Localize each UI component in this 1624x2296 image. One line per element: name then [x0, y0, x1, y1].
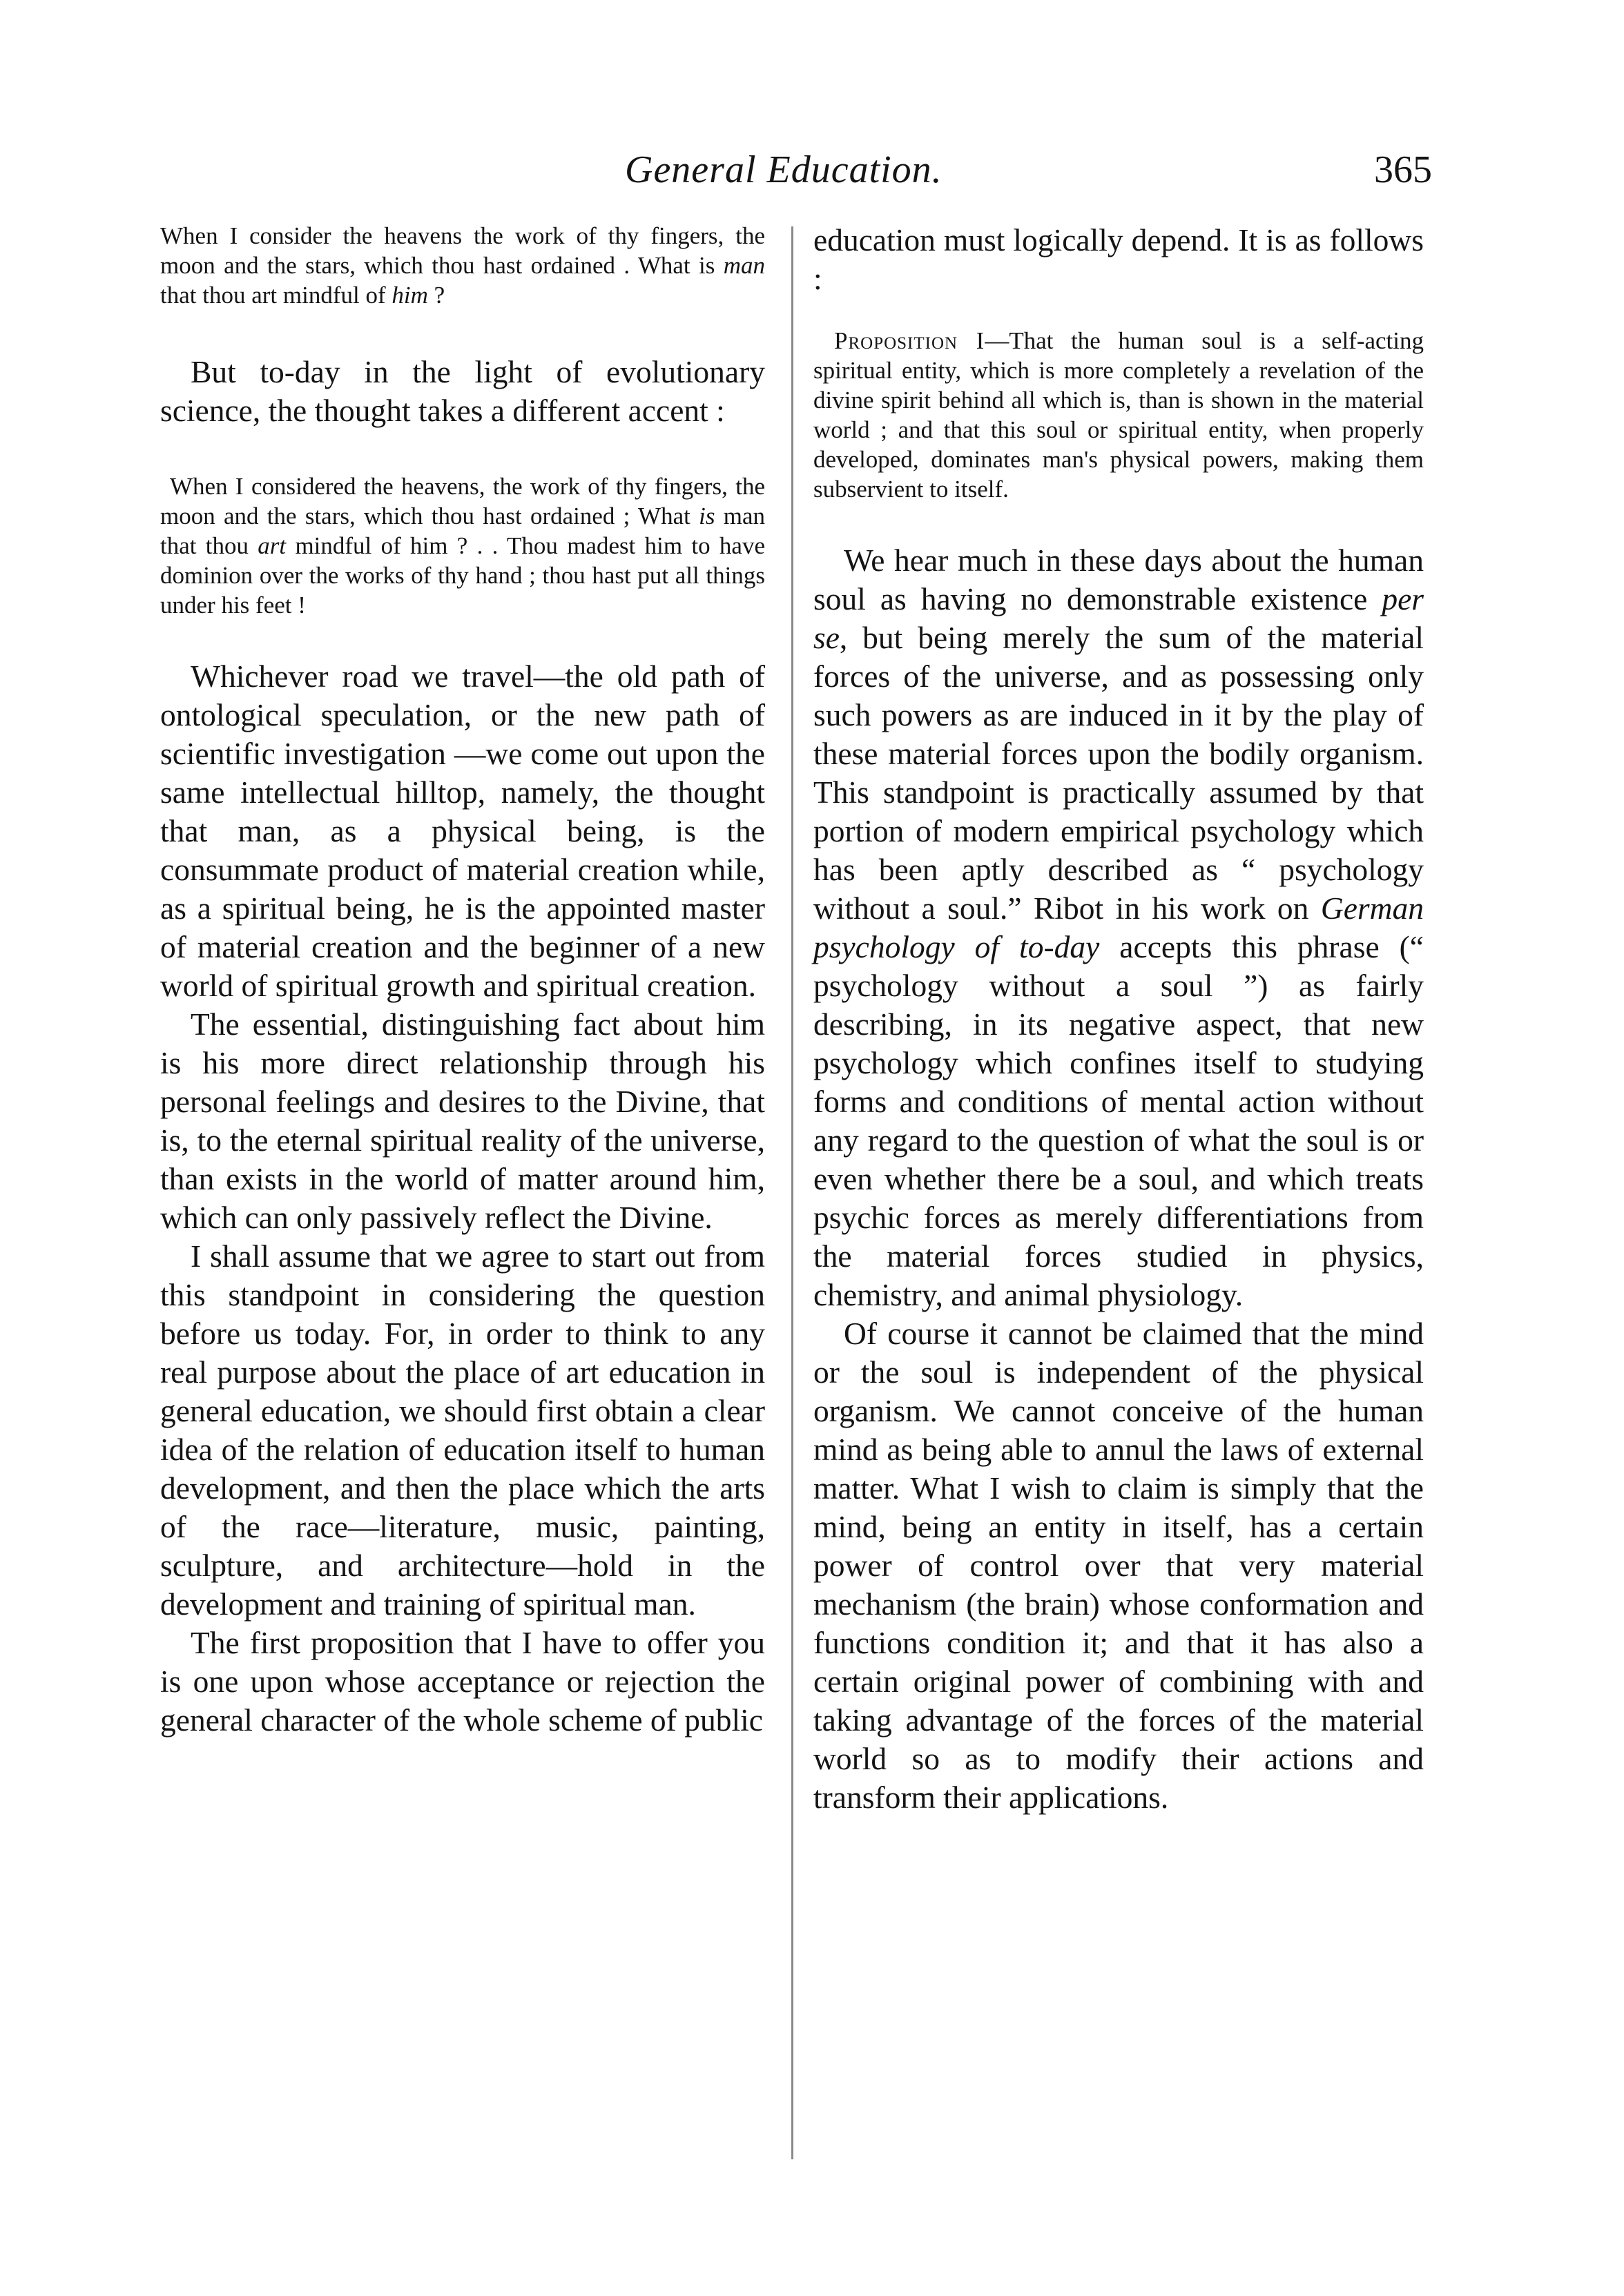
- paragraph-text: accepts this phrase (“ psychology without a soul ”) as fairly describing, in its negative aspect, that new psychology which confines itself to studying forms and conditions of mental action without any regard to the question of what the soul is or even whether there be a soul, and which treats psychic forces as merely differentiations from the material forces studied in physics, chemistry, and animal physiology.: [813, 929, 1424, 1312]
- paragraph-text: We hear much in these days about the human soul as having no demonstrable existence: [813, 543, 1424, 616]
- book-title: German psychology of to-day: [813, 891, 1424, 964]
- quote-text: When I considered the heavens, the work of thy fingers, the moon and the stars, which thou hast ordained ; What: [160, 473, 765, 529]
- column-divider: [791, 226, 793, 2159]
- proposition-text: —That the human soul is a self-acting spiritual entity, which is more completely a revelation of the divine spirit behind all which is, than is shown in the material world ; and that this soul or spiritual entity, when properly developed, dominates man's physical powers, making them subservient to itself.: [813, 327, 1424, 503]
- quote-text: that thou art mindful of: [160, 282, 392, 309]
- quote-text: When I consider the heavens the work of thy fingers, the moon and the stars, which thou hast ordained . What is: [160, 222, 765, 279]
- quote-emphasis: is: [699, 503, 715, 529]
- paragraph: I shall assume that we agree to start out from this standpoint in considering the question before us today. For, in order to think to any real purpose about the place of art education in general education, we should first obtain a clear idea of the relation of education itself to human development, and then the place which the arts of the race—literature, music, painting, sculpture, and architecture—hold in the development and training of spiritual man.: [160, 1238, 765, 1622]
- quote-emphasis: him: [392, 282, 428, 309]
- paragraph: Of course it cannot be claimed that the mind or the soul is independent of the physical organism. We cannot conceive of the human mind as being able to annul the laws of external matter. What I wish to claim is simply that the mind, being an entity in itself, has a certain power of control over that very material mechanism (the brain) whose conformation and functions condition it; and that it has also a certain original power of combining with and taking advantage of the forces of the material world so as to modify their actions and transform their applications.: [813, 1316, 1424, 1815]
- paragraph: The first proposition that I have to offer you is one upon whose acceptance or rejection the general character of the whole scheme of public: [160, 1625, 765, 1738]
- scripture-quote-2: [160, 471, 765, 620]
- page-number: 365: [1374, 148, 1432, 191]
- left-column: [160, 221, 765, 1740]
- paragraph-text: , but being merely the sum of the material forces of the universe, and as possessing only such powers as are induced in it by the play of these material forces upon the bodily organism. This standpoint is practically assumed by that portion of modern empirical psychology which has been aptly described as “ psychology without a soul.” Ribot in his work on: [813, 620, 1424, 926]
- paragraph: education must logically depend. It is as follows :: [813, 222, 1424, 296]
- running-title: General Education.: [625, 148, 942, 191]
- proposition-heading: Proposition I: [834, 327, 985, 354]
- quote-emphasis: art: [258, 532, 287, 559]
- quote-text: ?: [427, 282, 445, 309]
- paragraph: [813, 541, 1424, 1314]
- right-column: [813, 221, 1424, 1817]
- paragraph: But to-day in the light of evolutionary science, the thought takes a different accent :: [160, 354, 765, 428]
- scripture-quote-1: [160, 221, 765, 310]
- running-head: [0, 148, 1624, 196]
- proposition: [813, 326, 1424, 504]
- paragraph: Whichever road we travel—the old path of ontological speculation, or the new path of scientific investigation —we come out upon the same intellectual hilltop, namely, the thought that man, as a physical being, is the consummate product of material creation while, as a spiritual being, he is the appointed master of material creation and the beginner of a new world of spiritual growth and spiritual creation.: [160, 659, 765, 1003]
- quote-emphasis: man: [723, 252, 765, 279]
- paragraph: The essential, distinguishing fact about him is his more direct relationship through his personal feelings and desires to the Divine, that is, to the eternal spiritual reality of the universe, than exists in the world of matter around him, which can only passively reflect the Divine.: [160, 1006, 765, 1235]
- paragraph-emphasis: per se: [813, 581, 1424, 655]
- quote-text: man that thou: [160, 503, 765, 559]
- quote-text: mindful of him ? . . Thou madest him to have dominion over the works of thy hand ; thou hast put all things under his feet !: [160, 532, 765, 619]
